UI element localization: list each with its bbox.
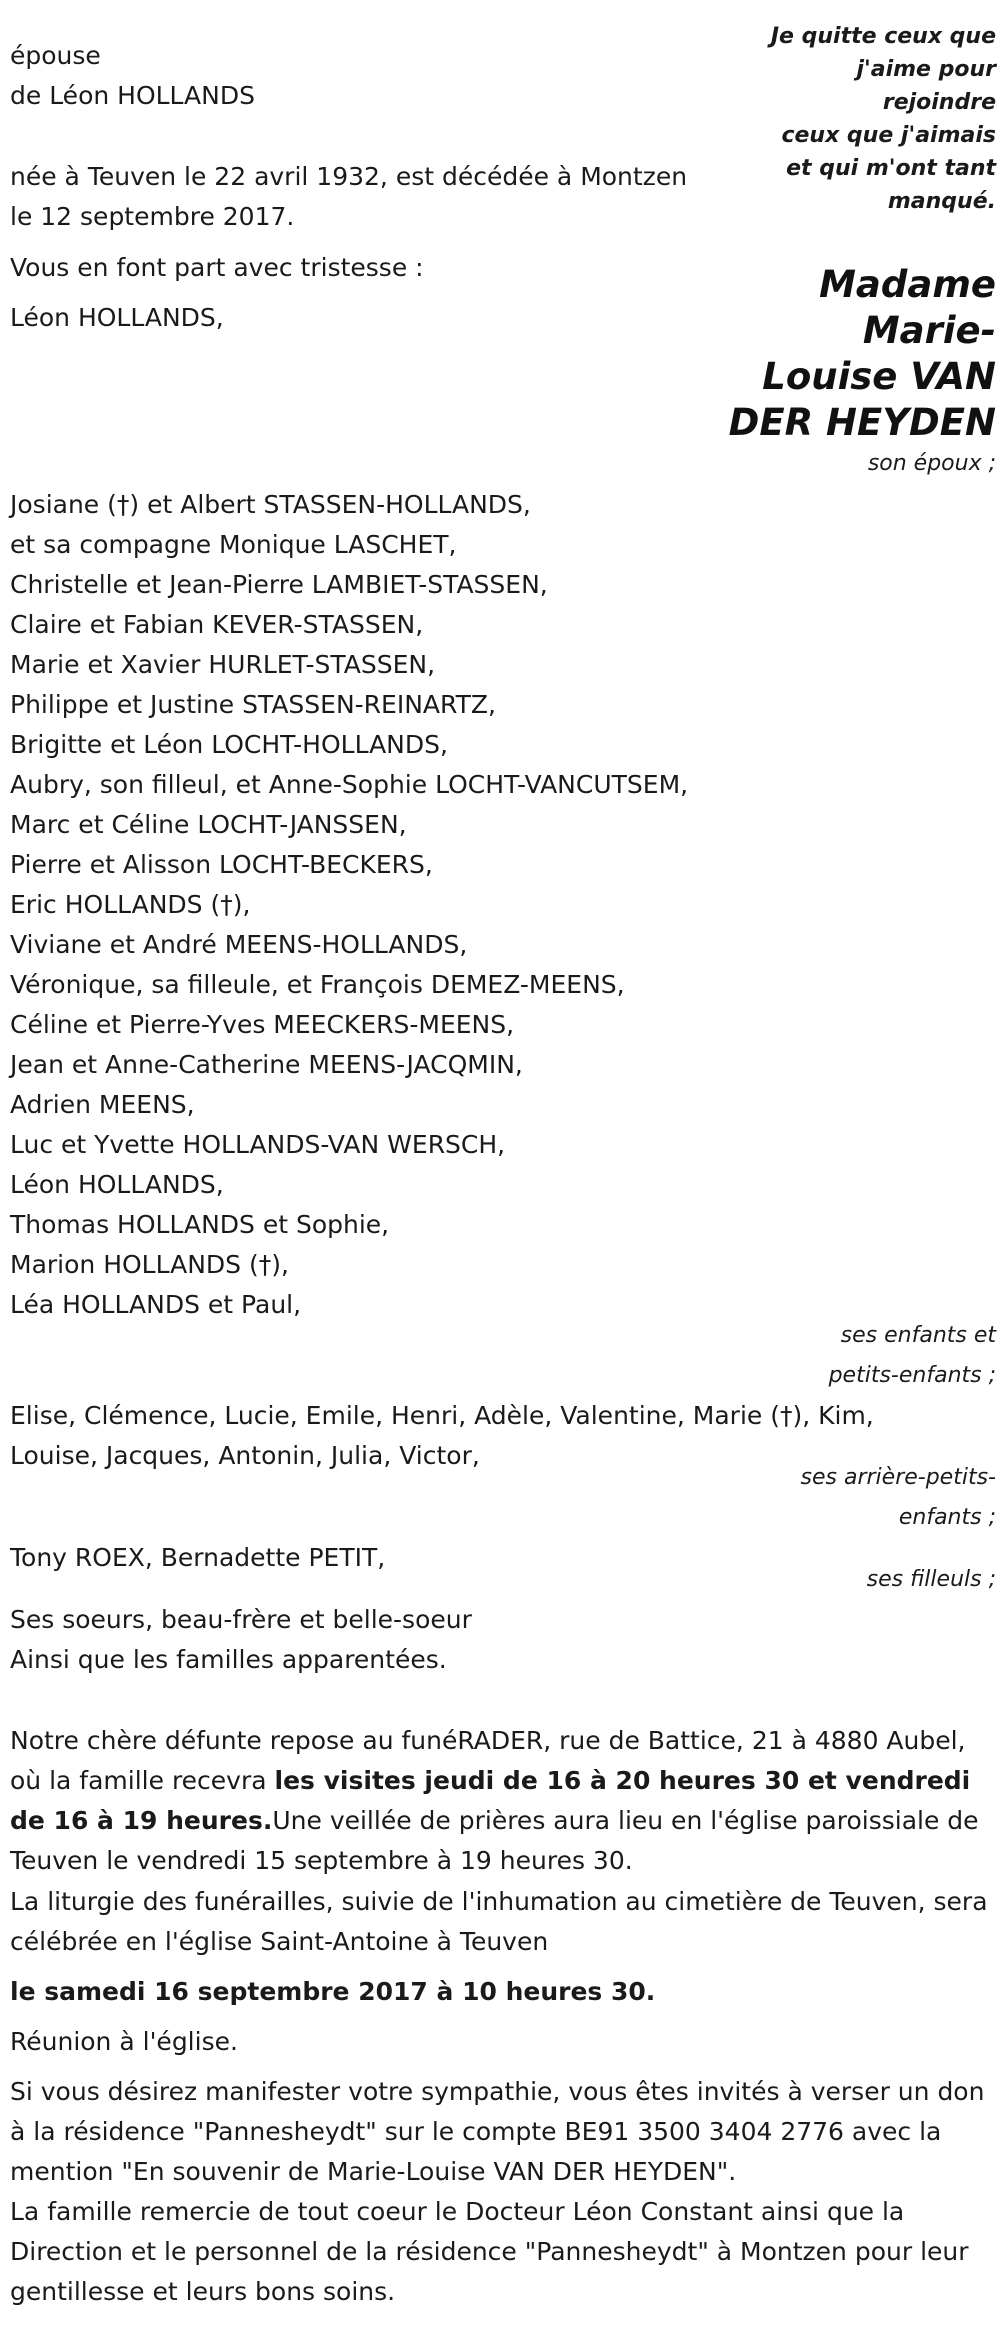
list-item: Philippe et Justine STASSEN-REINARTZ,: [10, 690, 496, 719]
great-grandchildren-2: Louise, Jacques, Antonin, Julia, Victor,: [10, 1441, 480, 1470]
visit-hours: les visites jeudi de 16 à 20 heures 30 et vendredi de 16 à 19 heures.: [10, 1766, 971, 1835]
note-great-2: enfants ;: [898, 1505, 996, 1530]
list-item: Adrien MEENS,: [10, 1090, 195, 1119]
quote-line: rejoindre: [882, 90, 996, 115]
list-item: Marc et Céline LOCHT-JANSSEN,: [10, 810, 407, 839]
great-grandchildren-1: Elise, Clémence, Lucie, Emile, Henri, Adèle, Valentine, Marie (†), Kim,: [10, 1401, 874, 1430]
spouse-line-2: de Léon HOLLANDS: [10, 81, 255, 110]
family-list: [10, 485, 770, 1325]
note-godchildren: ses filleuls ;: [866, 1567, 996, 1592]
list-item: Christelle et Jean-Pierre LAMBIET-STASSEN,: [10, 570, 548, 599]
note-spouse: son époux ;: [867, 451, 996, 476]
list-item: Thomas HOLLANDS et Sophie,: [10, 1210, 390, 1239]
quote-block: [716, 20, 996, 218]
funeral-paragraph-2: La liturgie des funérailles, suivie de l'inhumation au cimetière de Teuven, sera célébrée en l'église Saint-Antoine à Teuven: [10, 1887, 988, 1956]
note-great-1: ses arrière-petits-: [800, 1465, 996, 1490]
husband-name: Léon HOLLANDS,: [10, 303, 224, 332]
list-item: Aubry, son filleul, et Anne-Sophie LOCHT-VANCUTSEM,: [10, 770, 689, 799]
name-line: Madame: [819, 263, 996, 306]
quote-line: manqué.: [887, 189, 996, 214]
list-item: Viviane et André MEENS-HOLLANDS,: [10, 930, 468, 959]
quote-line: et qui m'ont tant: [786, 156, 996, 181]
list-item: Claire et Fabian KEVER-STASSEN,: [10, 610, 424, 639]
list-item: Véronique, sa filleule, et François DEMEZ-MEENS,: [10, 970, 625, 999]
quote-line: j'aime pour: [856, 57, 996, 82]
spouse-line-1: épouse: [10, 41, 101, 70]
funeral-text: Notre chère défunte repose au funéRADER, rue de Battice, 21 à 4880 Aubel, où la famille recevra: [10, 1726, 966, 1795]
announce-text: Vous en font part avec tristesse :: [10, 253, 424, 282]
funeral-date: le samedi 16 septembre 2017 à 10 heures 30.: [10, 1977, 656, 2006]
name-line: DER HEYDEN: [728, 401, 996, 444]
godchildren-names: Tony ROEX, Bernadette PETIT,: [10, 1543, 386, 1572]
donation-paragraph: Si vous désirez manifester votre sympathie, vous êtes invités à verser un don à la résidence "Pannesheydt" sur le compte BE91 3500 3404 2776 avec la mention "En souvenir de Marie-Louise VAN DER HEYDEN".: [10, 2077, 985, 2186]
list-item: Léon HOLLANDS,: [10, 1170, 224, 1199]
quote-line: ceux que j'aimais: [781, 123, 996, 148]
list-item: Céline et Pierre-Yves MEECKERS-MEENS,: [10, 1010, 515, 1039]
meeting-text: Réunion à l'église.: [10, 2027, 238, 2056]
birth-line-2: le 12 septembre 2017.: [10, 202, 295, 231]
birth-line-1: née à Teuven le 22 avril 1932, est décédée à Montzen: [10, 162, 688, 191]
thanks-paragraph: La famille remercie de tout coeur le Docteur Léon Constant ainsi que la Direction et le personnel de la résidence "Pannesheydt" à Montzen pour leur gentillesse et leurs bons soins.: [10, 2197, 969, 2306]
list-item: Brigitte et Léon LOCHT-HOLLANDS,: [10, 730, 448, 759]
note-children-1: ses enfants et: [840, 1323, 996, 1348]
list-item: et sa compagne Monique LASCHET,: [10, 530, 457, 559]
name-line: Louise VAN: [762, 355, 996, 398]
list-item: Josiane (†) et Albert STASSEN-HOLLANDS,: [10, 490, 531, 519]
list-item: Luc et Yvette HOLLANDS-VAN WERSCH,: [10, 1130, 506, 1159]
list-item: Pierre et Alisson LOCHT-BECKERS,: [10, 850, 433, 879]
deceased-name: [696, 262, 996, 446]
quote-line: Je quitte ceux que: [770, 24, 996, 49]
funeral-paragraph-1: [10, 1721, 995, 1881]
list-item: Marion HOLLANDS (†),: [10, 1250, 289, 1279]
list-item: Jean et Anne-Catherine MEENS-JACQMIN,: [10, 1050, 523, 1079]
list-item: Léa HOLLANDS et Paul,: [10, 1290, 302, 1319]
name-line: Marie-: [862, 309, 996, 352]
vigil-text: Une veillée de prières aura lieu en l'église paroissiale de Teuven le vendredi 15 septembre à 19 heures 30.: [10, 1806, 979, 1875]
list-item: Eric HOLLANDS (†),: [10, 890, 251, 919]
relatives-line-2: Ainsi que les familles apparentées.: [10, 1645, 447, 1674]
list-item: Marie et Xavier HURLET-STASSEN,: [10, 650, 436, 679]
note-children-2: petits-enfants ;: [828, 1363, 996, 1388]
relatives-line-1: Ses soeurs, beau-frère et belle-soeur: [10, 1605, 472, 1634]
